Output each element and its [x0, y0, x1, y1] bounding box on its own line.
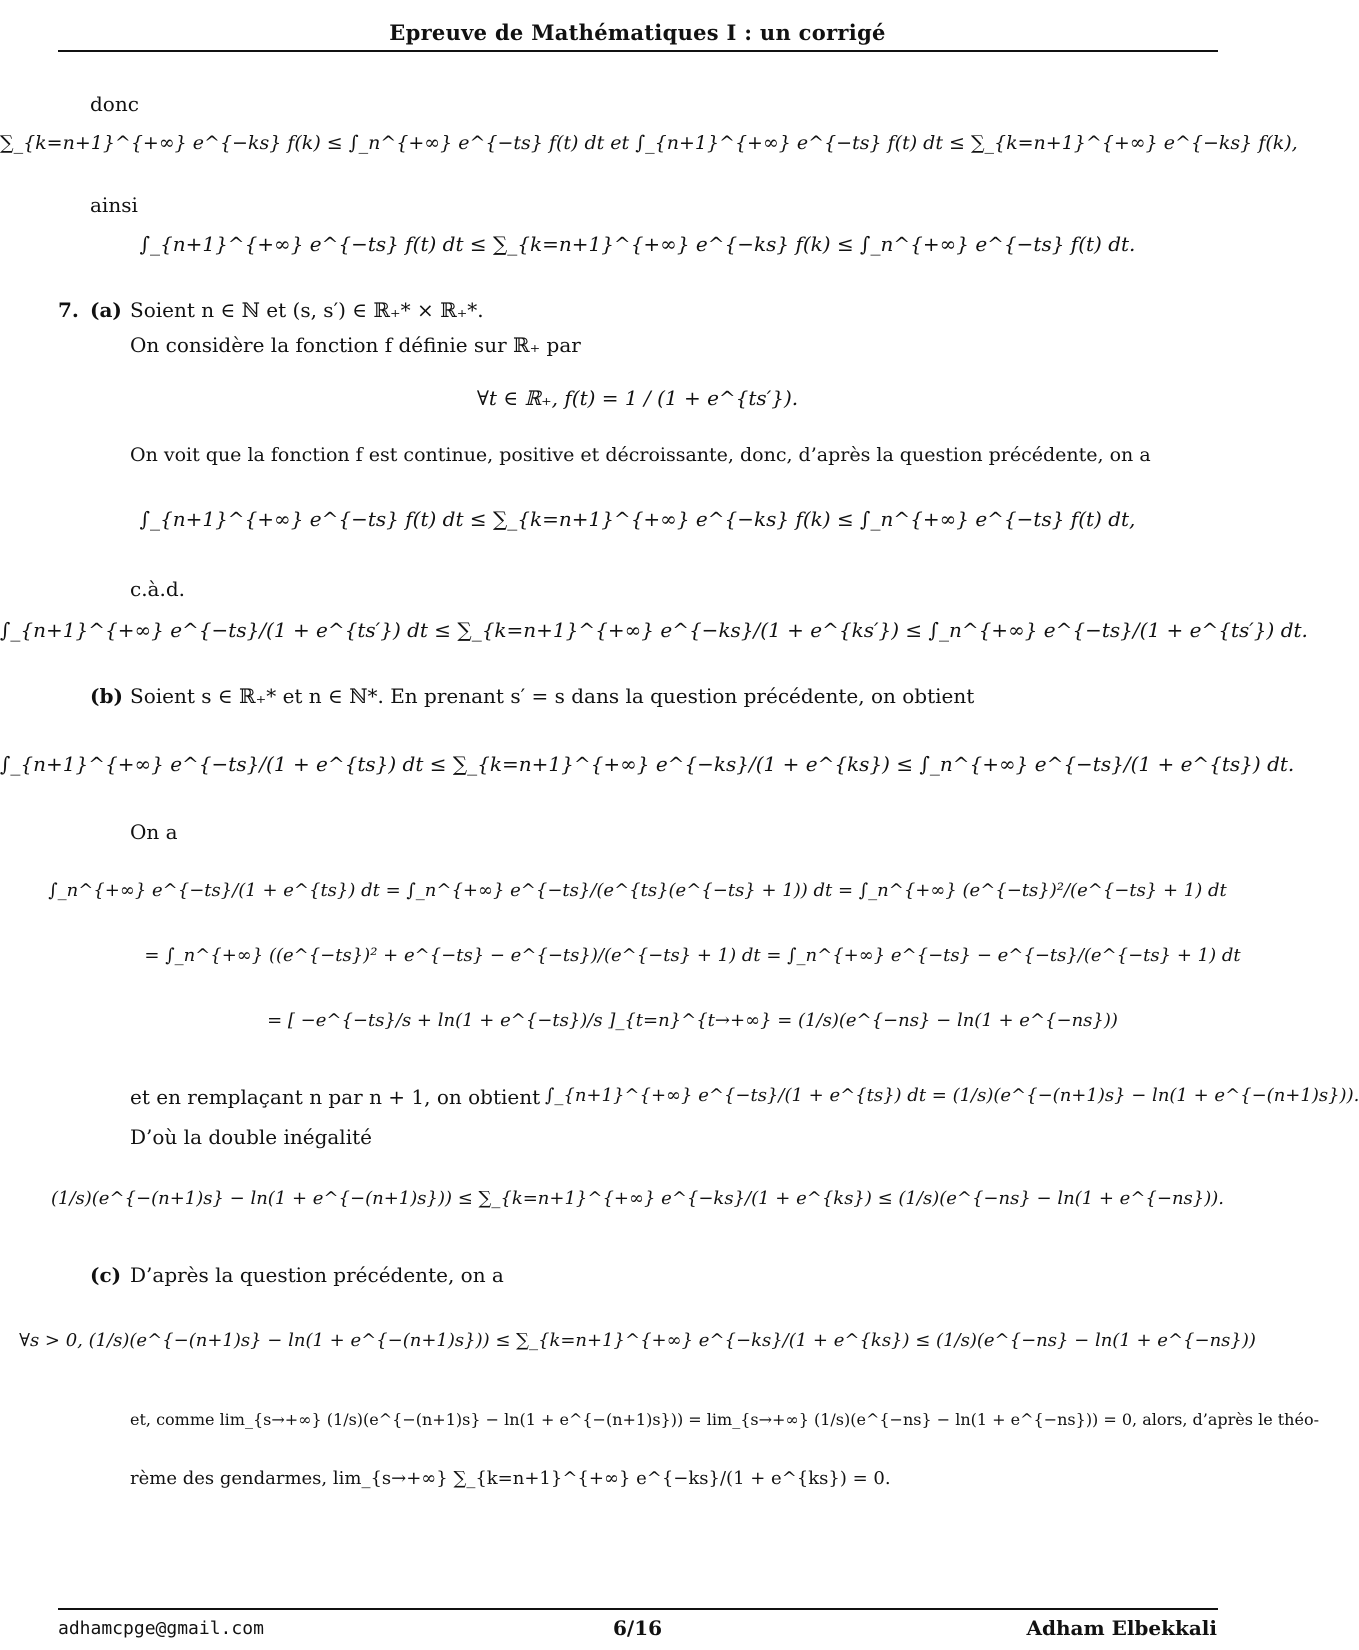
equation-5: ∫_{n+1}^{+∞} e^{−ts}/(1 + e^{ts′}) dt ≤ ∑_{k=n+1}^{+∞} e^{−ks}/(1 + e^{ks′}) ≤ ∫_n^{+∞} e^{−ts}/(1 + e^{ts′}) dt. [0, 618, 1308, 642]
equation-10: ∀s > 0, (1/s)(e^{−(n+1)s} − ln(1 + e^{−(n+1)s})) ≤ ∑_{k=n+1}^{+∞} e^{−ks}/(1 + e^{ks}) ≤ (1/s)(e^{−ns} − ln(1 + e^{−ns})) [19, 1330, 1256, 1351]
part-c-line-2: et, comme lim_{s→+∞} (1/s)(e^{−(n+1)s} − ln(1 + e^{−(n+1)s})) = lim_{s→+∞} (1/s)(e^{−ns} − ln(1 + e^{−ns})) = 0, alors, d’après le théo- [130, 1410, 1319, 1429]
equation-3: ∀t ∈ ℝ₊, f(t) = 1 / (1 + e^{ts′}). [476, 386, 799, 410]
footer-page-number: 6/16 [612, 1616, 663, 1640]
words-on-a: On a [130, 820, 178, 844]
equation-8: ∫_{n+1}^{+∞} e^{−ts}/(1 + e^{ts}) dt = (1/s)(e^{−(n+1)s} − ln(1 + e^{−(n+1)s})). [545, 1085, 1359, 1106]
page-header-title: Epreuve de Mathématiques I : un corrigé [389, 20, 886, 45]
part-b-line-2: et en remplaçant n par n + 1, on obtient [130, 1085, 541, 1109]
part-c-line-3: rème des gendarmes, lim_{s→+∞} ∑_{k=n+1}^{+∞} e^{−ks}/(1 + e^{ks}) = 0. [130, 1468, 891, 1489]
equation-1: ∑_{k=n+1}^{+∞} e^{−ks} f(k) ≤ ∫_n^{+∞} e^{−ts} f(t) dt et ∫_{n+1}^{+∞} e^{−ts} f(t) dt ≤ ∑_{k=n+1}^{+∞} e^{−ks} f(k), [0, 132, 1298, 154]
part-b-line-1: Soient s ∈ ℝ₊* et n ∈ ℕ*. En prenant s′ = s dans la question précédente, on obtient [130, 684, 975, 708]
word-ainsi: ainsi [90, 193, 138, 217]
part-b-label: (b) [90, 684, 123, 708]
part-a-line-3: On voit que la fonction f est continue, positive et décroissante, donc, d’après la question précédente, on a [130, 444, 1151, 466]
equation-2: ∫_{n+1}^{+∞} e^{−ts} f(t) dt ≤ ∑_{k=n+1}^{+∞} e^{−ks} f(k) ≤ ∫_n^{+∞} e^{−ts} f(t) dt. [139, 232, 1136, 256]
equation-9: (1/s)(e^{−(n+1)s} − ln(1 + e^{−(n+1)s})) ≤ ∑_{k=n+1}^{+∞} e^{−ks}/(1 + e^{ks}) ≤ (1/s)(e^{−ns} − ln(1 + e^{−ns})). [50, 1188, 1224, 1209]
word-donc: donc [90, 92, 139, 116]
question-7-label: 7. [58, 298, 79, 322]
part-a-line-1: Soient n ∈ ℕ et (s, s′) ∈ ℝ₊* × ℝ₊*. [130, 298, 484, 322]
equation-7c: = [ −e^{−ts}/s + ln(1 + e^{−ts})/s ]_{t=n}^{t→+∞} = (1/s)(e^{−ns} − ln(1 + e^{−ns})) [267, 1010, 1118, 1031]
part-a-line-2: On considère la fonction f définie sur ℝ₊ par [130, 333, 581, 357]
equation-4: ∫_{n+1}^{+∞} e^{−ts} f(t) dt ≤ ∑_{k=n+1}^{+∞} e^{−ks} f(k) ≤ ∫_n^{+∞} e^{−ts} f(t) dt, [139, 507, 1136, 531]
header-rule [58, 50, 1218, 52]
footer-author: Adham Elbekkali [1026, 1616, 1217, 1640]
footer-email: adhamcpge@gmail.com [58, 1618, 264, 1639]
part-b-line-3: D’où la double inégalité [130, 1125, 372, 1149]
equation-6: ∫_{n+1}^{+∞} e^{−ts}/(1 + e^{ts}) dt ≤ ∑_{k=n+1}^{+∞} e^{−ks}/(1 + e^{ks}) ≤ ∫_n^{+∞} e^{−ts}/(1 + e^{ts}) dt. [0, 752, 1295, 776]
equation-7b: = ∫_n^{+∞} ((e^{−ts})² + e^{−ts} − e^{−ts})/(e^{−ts} + 1) dt = ∫_n^{+∞} e^{−ts} − e^{−ts}/(e^{−ts} + 1) dt [144, 945, 1241, 966]
equation-7a: ∫_n^{+∞} e^{−ts}/(1 + e^{ts}) dt = ∫_n^{+∞} e^{−ts}/(e^{ts}(e^{−ts} + 1)) dt = ∫_n^{+∞} (e^{−ts})²/(e^{−ts} + 1) dt [48, 880, 1227, 901]
footer-rule [58, 1608, 1218, 1610]
part-a-label: (a) [90, 298, 122, 322]
part-c-line-1: D’après la question précédente, on a [130, 1263, 504, 1287]
part-c-label: (c) [90, 1263, 122, 1287]
word-cad: c.à.d. [130, 577, 185, 601]
